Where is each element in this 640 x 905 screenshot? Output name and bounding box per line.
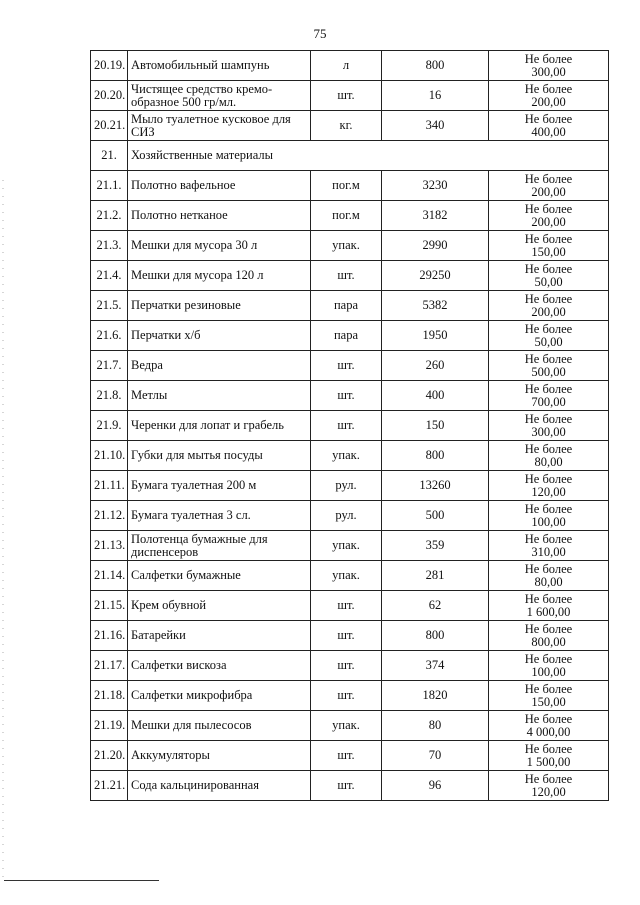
table-row (91, 651, 609, 681)
item-unit: л (311, 51, 382, 81)
table-row (91, 111, 609, 141)
price-value: 100,00 (531, 514, 566, 529)
item-max-price (489, 621, 609, 651)
price-prefix: Не более (524, 381, 573, 396)
item-quantity: 800 (382, 51, 489, 81)
table-row (91, 81, 609, 111)
item-max-price (489, 441, 609, 471)
table-row (91, 711, 609, 741)
section-row (91, 141, 609, 171)
price-prefix: Не более (524, 51, 573, 66)
row-number: 20.19. (91, 51, 128, 81)
price-value: 200,00 (531, 94, 566, 109)
table-row (91, 261, 609, 291)
price-value: 150,00 (531, 694, 566, 709)
price-value: 310,00 (531, 544, 566, 559)
table-row (91, 171, 609, 201)
item-max-price (489, 411, 609, 441)
table-row (91, 501, 609, 531)
item-max-price (489, 81, 609, 111)
price-prefix: Не более (524, 681, 573, 696)
price-value: 80,00 (534, 454, 563, 469)
table-row (91, 201, 609, 231)
item-max-price (489, 381, 609, 411)
item-unit: шт. (311, 651, 382, 681)
item-quantity: 150 (382, 411, 489, 441)
row-number: 20.21. (91, 111, 128, 141)
item-quantity: 500 (382, 501, 489, 531)
table-row (91, 441, 609, 471)
item-quantity: 260 (382, 351, 489, 381)
table-row (91, 51, 609, 81)
item-name: Мыло туалетное кусковое для СИЗ (128, 111, 311, 141)
item-quantity: 70 (382, 741, 489, 771)
item-max-price (489, 591, 609, 621)
item-quantity: 800 (382, 441, 489, 471)
item-name: Перчатки резиновые (128, 291, 311, 321)
item-name: Черенки для лопат и грабель (128, 411, 311, 441)
item-unit: шт. (311, 591, 382, 621)
item-max-price (489, 231, 609, 261)
price-value: 4 000,00 (526, 724, 571, 739)
row-number: 21.15. (91, 591, 128, 621)
item-name: Крем обувной (128, 591, 311, 621)
item-max-price (489, 51, 609, 81)
item-unit: упак. (311, 711, 382, 741)
price-prefix: Не более (524, 201, 573, 216)
price-prefix: Не более (524, 261, 573, 276)
price-prefix: Не более (524, 711, 573, 726)
row-number: 21.18. (91, 681, 128, 711)
item-unit: шт. (311, 621, 382, 651)
price-value: 1 600,00 (526, 604, 571, 619)
item-unit: шт. (311, 771, 382, 801)
item-name: Мешки для мусора 120 л (128, 261, 311, 291)
item-name: Аккумуляторы (128, 741, 311, 771)
price-prefix: Не более (524, 81, 573, 96)
price-prefix: Не более (524, 231, 573, 246)
item-unit: пог.м (311, 171, 382, 201)
item-name: Батарейки (128, 621, 311, 651)
price-value: 300,00 (531, 424, 566, 439)
price-value: 50,00 (534, 334, 563, 349)
price-prefix: Не более (524, 531, 573, 546)
item-unit: шт. (311, 741, 382, 771)
item-unit: шт. (311, 261, 382, 291)
item-name: Полотно вафельное (128, 171, 311, 201)
row-number: 21.13. (91, 531, 128, 561)
table-row (91, 351, 609, 381)
item-quantity: 1820 (382, 681, 489, 711)
row-number: 21.3. (91, 231, 128, 261)
price-prefix: Не более (524, 741, 573, 756)
item-quantity: 400 (382, 381, 489, 411)
item-unit: шт. (311, 81, 382, 111)
price-value: 500,00 (531, 364, 566, 379)
table-row (91, 291, 609, 321)
price-value: 150,00 (531, 244, 566, 259)
item-quantity: 29250 (382, 261, 489, 291)
table-row (91, 591, 609, 621)
item-quantity: 5382 (382, 291, 489, 321)
item-unit: рул. (311, 471, 382, 501)
row-number: 21.21. (91, 771, 128, 801)
price-prefix: Не более (524, 591, 573, 606)
price-prefix: Не более (524, 111, 573, 126)
item-unit: пара (311, 321, 382, 351)
page-number: 75 (313, 26, 327, 41)
price-prefix: Не более (524, 171, 573, 186)
table-row (91, 411, 609, 441)
item-max-price (489, 771, 609, 801)
price-prefix: Не более (524, 501, 573, 516)
item-quantity: 800 (382, 621, 489, 651)
table-row (91, 321, 609, 351)
table-row (91, 621, 609, 651)
item-max-price (489, 711, 609, 741)
row-number: 21. (91, 141, 128, 171)
section-title: Хозяйственные материалы (128, 141, 609, 171)
price-prefix: Не более (524, 291, 573, 306)
item-unit: кг. (311, 111, 382, 141)
table-row (91, 231, 609, 261)
item-name: Метлы (128, 381, 311, 411)
price-prefix: Не более (524, 621, 573, 636)
price-value: 1 500,00 (526, 754, 571, 769)
goods-table-body (91, 51, 609, 801)
item-max-price (489, 321, 609, 351)
table-row (91, 771, 609, 801)
table-row (91, 681, 609, 711)
price-value: 200,00 (531, 304, 566, 319)
item-max-price (489, 111, 609, 141)
price-prefix: Не более (524, 351, 573, 366)
item-name: Бумага туалетная 200 м (128, 471, 311, 501)
table-row (91, 381, 609, 411)
item-unit: шт. (311, 351, 382, 381)
item-name: Сода кальцинированная (128, 771, 311, 801)
row-number: 21.7. (91, 351, 128, 381)
price-value: 200,00 (531, 214, 566, 229)
item-name: Мешки для пылесосов (128, 711, 311, 741)
item-max-price (489, 261, 609, 291)
item-max-price (489, 531, 609, 561)
item-quantity: 359 (382, 531, 489, 561)
price-value: 200,00 (531, 184, 566, 199)
price-value: 400,00 (531, 124, 566, 139)
item-quantity: 374 (382, 651, 489, 681)
item-name: Чистящее средство кремо-образное 500 гр/мл. (128, 81, 311, 111)
row-number: 21.9. (91, 411, 128, 441)
item-name: Мешки для мусора 30 л (128, 231, 311, 261)
price-prefix: Не более (524, 651, 573, 666)
price-value: 80,00 (534, 574, 563, 589)
table-row (91, 531, 609, 561)
footnote-separator (4, 880, 159, 881)
row-number: 21.14. (91, 561, 128, 591)
item-quantity: 2990 (382, 231, 489, 261)
goods-table (90, 50, 609, 801)
item-max-price (489, 351, 609, 381)
row-number: 21.12. (91, 501, 128, 531)
item-unit: пог.м (311, 201, 382, 231)
item-unit: шт. (311, 411, 382, 441)
price-prefix: Не более (524, 411, 573, 426)
item-name: Автомобильный шампунь (128, 51, 311, 81)
item-max-price (489, 561, 609, 591)
item-max-price (489, 741, 609, 771)
item-max-price (489, 171, 609, 201)
price-value: 120,00 (531, 484, 566, 499)
item-quantity: 80 (382, 711, 489, 741)
item-quantity: 96 (382, 771, 489, 801)
item-unit: шт. (311, 681, 382, 711)
price-prefix: Не более (524, 561, 573, 576)
item-quantity: 340 (382, 111, 489, 141)
row-number: 21.5. (91, 291, 128, 321)
item-max-price (489, 471, 609, 501)
item-max-price (489, 501, 609, 531)
price-prefix: Не более (524, 441, 573, 456)
item-quantity: 1950 (382, 321, 489, 351)
item-name: Губки для мытья посуды (128, 441, 311, 471)
price-prefix: Не более (524, 771, 573, 786)
row-number: 21.8. (91, 381, 128, 411)
row-number: 21.10. (91, 441, 128, 471)
item-max-price (489, 681, 609, 711)
item-quantity: 13260 (382, 471, 489, 501)
table-row (91, 741, 609, 771)
price-prefix: Не более (524, 471, 573, 486)
item-name: Ведра (128, 351, 311, 381)
item-unit: упак. (311, 231, 382, 261)
row-number: 20.20. (91, 81, 128, 111)
item-quantity: 62 (382, 591, 489, 621)
row-number: 21.20. (91, 741, 128, 771)
item-name: Салфетки бумажные (128, 561, 311, 591)
row-number: 21.6. (91, 321, 128, 351)
table-row (91, 561, 609, 591)
price-value: 700,00 (531, 394, 566, 409)
table-row (91, 471, 609, 501)
price-value: 100,00 (531, 664, 566, 679)
price-value: 300,00 (531, 64, 566, 79)
price-value: 800,00 (531, 634, 566, 649)
price-value: 120,00 (531, 784, 566, 799)
item-quantity: 3182 (382, 201, 489, 231)
price-value: 50,00 (534, 274, 563, 289)
row-number: 21.2. (91, 201, 128, 231)
row-number: 21.17. (91, 651, 128, 681)
row-number: 21.1. (91, 171, 128, 201)
item-unit: упак. (311, 531, 382, 561)
scan-margin-dots (2, 180, 4, 880)
item-name: Полотно нетканое (128, 201, 311, 231)
item-name: Бумага туалетная 3 сл. (128, 501, 311, 531)
item-unit: рул. (311, 501, 382, 531)
item-max-price (489, 651, 609, 681)
item-max-price (489, 291, 609, 321)
row-number: 21.19. (91, 711, 128, 741)
row-number: 21.11. (91, 471, 128, 501)
price-prefix: Не более (524, 321, 573, 336)
item-name: Салфетки микрофибра (128, 681, 311, 711)
item-name: Перчатки х/б (128, 321, 311, 351)
item-unit: шт. (311, 381, 382, 411)
item-quantity: 16 (382, 81, 489, 111)
item-quantity: 3230 (382, 171, 489, 201)
item-unit: упак. (311, 441, 382, 471)
item-name: Салфетки вискоза (128, 651, 311, 681)
item-quantity: 281 (382, 561, 489, 591)
item-unit: пара (311, 291, 382, 321)
item-max-price (489, 201, 609, 231)
row-number: 21.4. (91, 261, 128, 291)
item-unit: упак. (311, 561, 382, 591)
item-name: Полотенца бумажные для диспенсеров (128, 531, 311, 561)
row-number: 21.16. (91, 621, 128, 651)
